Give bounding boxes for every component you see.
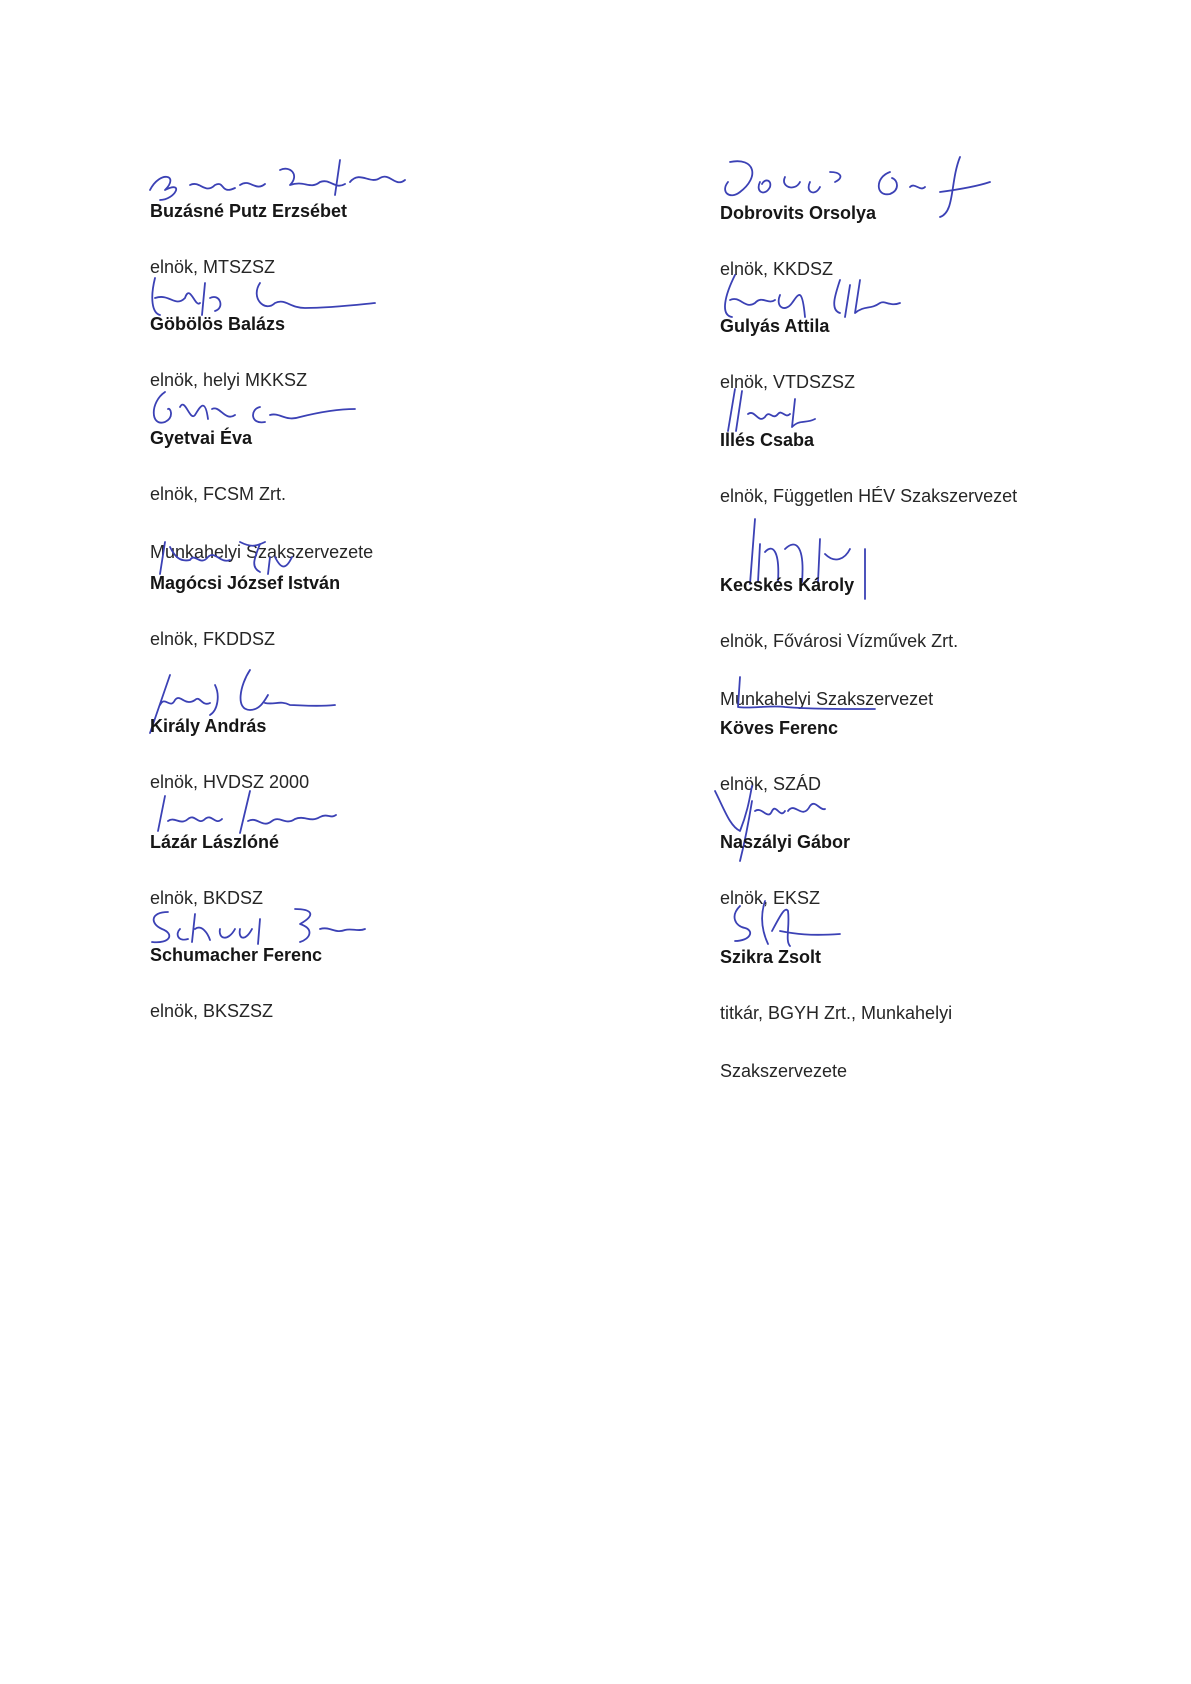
role-line: Munkahelyi Szakszervezet	[720, 689, 934, 709]
signatory-role	[150, 337, 570, 424]
role-line: elnök, SZÁD	[720, 774, 822, 794]
signatory-name: Göbölös Balázs	[150, 314, 286, 334]
role-line: Munkahelyi Szakszervezete	[150, 542, 374, 562]
signatory-role	[150, 968, 570, 1055]
role-line: elnök, BKDSZ	[150, 888, 264, 908]
role-line: Szakszervezete	[720, 1061, 848, 1081]
signatory-block	[150, 311, 570, 424]
signatory-block	[720, 313, 1140, 426]
signatory-role	[720, 855, 1140, 942]
role-line: elnök, Független HÉV Szakszervezet	[720, 486, 1018, 506]
role-line: elnök, FCSM Zrt.	[150, 484, 287, 504]
signatory-name: Buzásné Putz Erzsébet	[150, 201, 348, 221]
role-line: elnök, KKDSZ	[720, 259, 834, 279]
signatory-role	[150, 739, 570, 826]
signatory-name: Naszályi Gábor	[720, 832, 851, 852]
signatory-role	[720, 741, 1140, 828]
signatory-name: Lázár Lászlóné	[150, 832, 280, 852]
signatory-name: Magócsi József István	[150, 573, 341, 593]
signatory-role	[150, 855, 570, 942]
signatory-block	[150, 198, 570, 311]
role-line: elnök, BKSZSZ	[150, 1001, 274, 1021]
signatory-role	[720, 339, 1140, 426]
signatory-name: Király András	[150, 716, 267, 736]
signatory-block	[150, 713, 570, 826]
role-line: elnök, EKSZ	[720, 888, 821, 908]
signatory-name: Köves Ferenc	[720, 718, 839, 738]
signatory-name: Illés Csaba	[720, 430, 815, 450]
signatory-role	[720, 226, 1140, 313]
signatory-block	[150, 829, 570, 942]
role-line: elnök, helyi MKKSZ	[150, 370, 308, 390]
signatory-name: Schumacher Ferenc	[150, 945, 323, 965]
role-line: elnök, HVDSZ 2000	[150, 772, 310, 792]
signatory-role	[150, 224, 570, 311]
signatory-block	[720, 715, 1140, 828]
role-line: elnök, Fővárosi Vízművek Zrt.	[720, 631, 959, 651]
signatory-role	[720, 453, 1140, 540]
signatory-block	[720, 200, 1140, 313]
role-line: titkár, BGYH Zrt., Munkahelyi	[720, 1003, 953, 1023]
role-line: elnök, MTSZSZ	[150, 257, 276, 277]
signatory-block	[150, 570, 570, 683]
signatory-role	[720, 970, 1140, 1115]
signatory-name: Dobrovits Orsolya	[720, 203, 877, 223]
signatory-block	[150, 942, 570, 1055]
signatory-name: Kecskés Károly	[720, 575, 855, 595]
signatory-name: Szikra Zsolt	[720, 947, 822, 967]
signatory-role	[150, 596, 570, 683]
signatory-block	[720, 944, 1140, 1115]
signatory-name: Gulyás Attila	[720, 316, 830, 336]
signatory-name: Gyetvai Éva	[150, 428, 253, 448]
role-line: elnök, FKDDSZ	[150, 629, 276, 649]
signatory-block	[720, 427, 1140, 540]
role-line: elnök, VTDSZSZ	[720, 372, 856, 392]
signatory-block	[720, 829, 1140, 942]
